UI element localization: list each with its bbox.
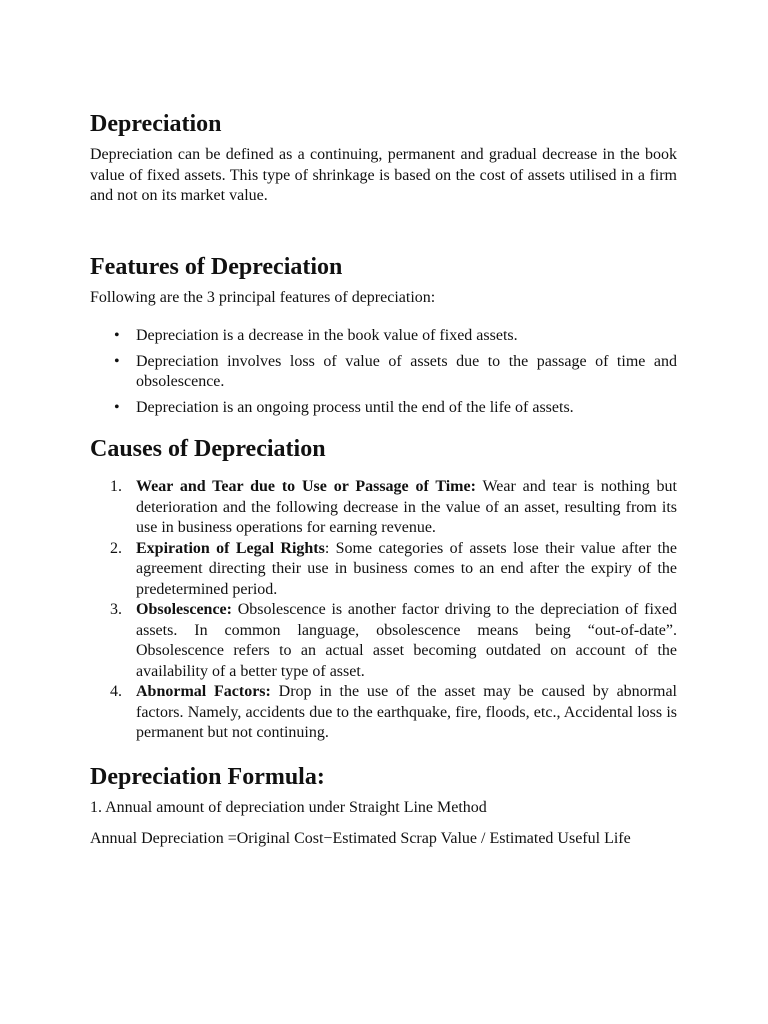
features-list [90,326,677,423]
cause-title: Abnormal Factors: [136,683,271,700]
list-number: 3. [110,601,122,618]
cause-text: Drop in the use of the asset may be caused by abnormal factors. Namely, accidents due to the earthquake, fire, floods, etc., Accidental loss is permanent but not continuing. [136,683,678,741]
bullet-icon: • [114,398,120,416]
cause-text: Wear and tear is nothing but deterioration and the following decrease in the value of an asset, resulting from its use in business operations for earning revenue. [136,478,677,536]
list-number: 2. [110,539,122,557]
cause-text: : Some categories of assets lose their value after the agreement directing their use in business comes to an end after the expiry of the predetermined period. [136,539,677,598]
list-number: 4. [110,683,122,700]
heading-features: Features of Depreciation [90,254,343,280]
list-item [90,477,677,539]
formula-line-2: Annual Depreciation =Original Cost−Estimated Scrap Value / Estimated Useful Life [90,830,631,847]
list-item-text: Depreciation is a decrease in the book value of fixed assets. [136,327,518,344]
cause-title: Expiration of Legal Rights [136,539,325,557]
formula-line-1: 1. Annual amount of depreciation under Straight Line Method [90,799,487,816]
list-item-text: Depreciation involves loss of value of assets due to the passage of time and obsolescence. [136,352,677,390]
list-item [90,600,677,682]
list-item-text: Depreciation is an ongoing process until the end of the life of assets. [136,398,574,416]
cause-title: Wear and Tear due to Use or Passage of Time: [136,478,476,495]
list-item [90,352,677,393]
list-number: 1. [110,478,122,495]
bullet-icon: • [114,352,120,370]
cause-title: Obsolescence: [136,601,232,618]
list-item [90,398,677,419]
heading-causes: Causes of Depreciation [90,436,326,462]
list-item [90,682,677,744]
list-item [90,326,677,347]
bullet-icon: • [114,327,120,344]
cause-text: Obsolescence is another factor driving to the depreciation of fixed assets. In common language, obsolescence means being “out-of-date”. Obsolescence refers to an actual asset becoming outdated on account of the availability of a better type of asset. [136,601,677,680]
causes-list [90,477,677,744]
heading-formula: Depreciation Formula: [90,764,325,790]
heading-depreciation: Depreciation [90,111,222,137]
features-intro: Following are the 3 principal features of depreciation: [90,289,436,306]
list-item [90,539,677,601]
depreciation-definition: Depreciation can be defined as a continuing, permanent and gradual decrease in the book value of fixed assets. This type of shrinkage is based on the cost of assets utilised in a firm and not on its market value. [90,146,677,204]
